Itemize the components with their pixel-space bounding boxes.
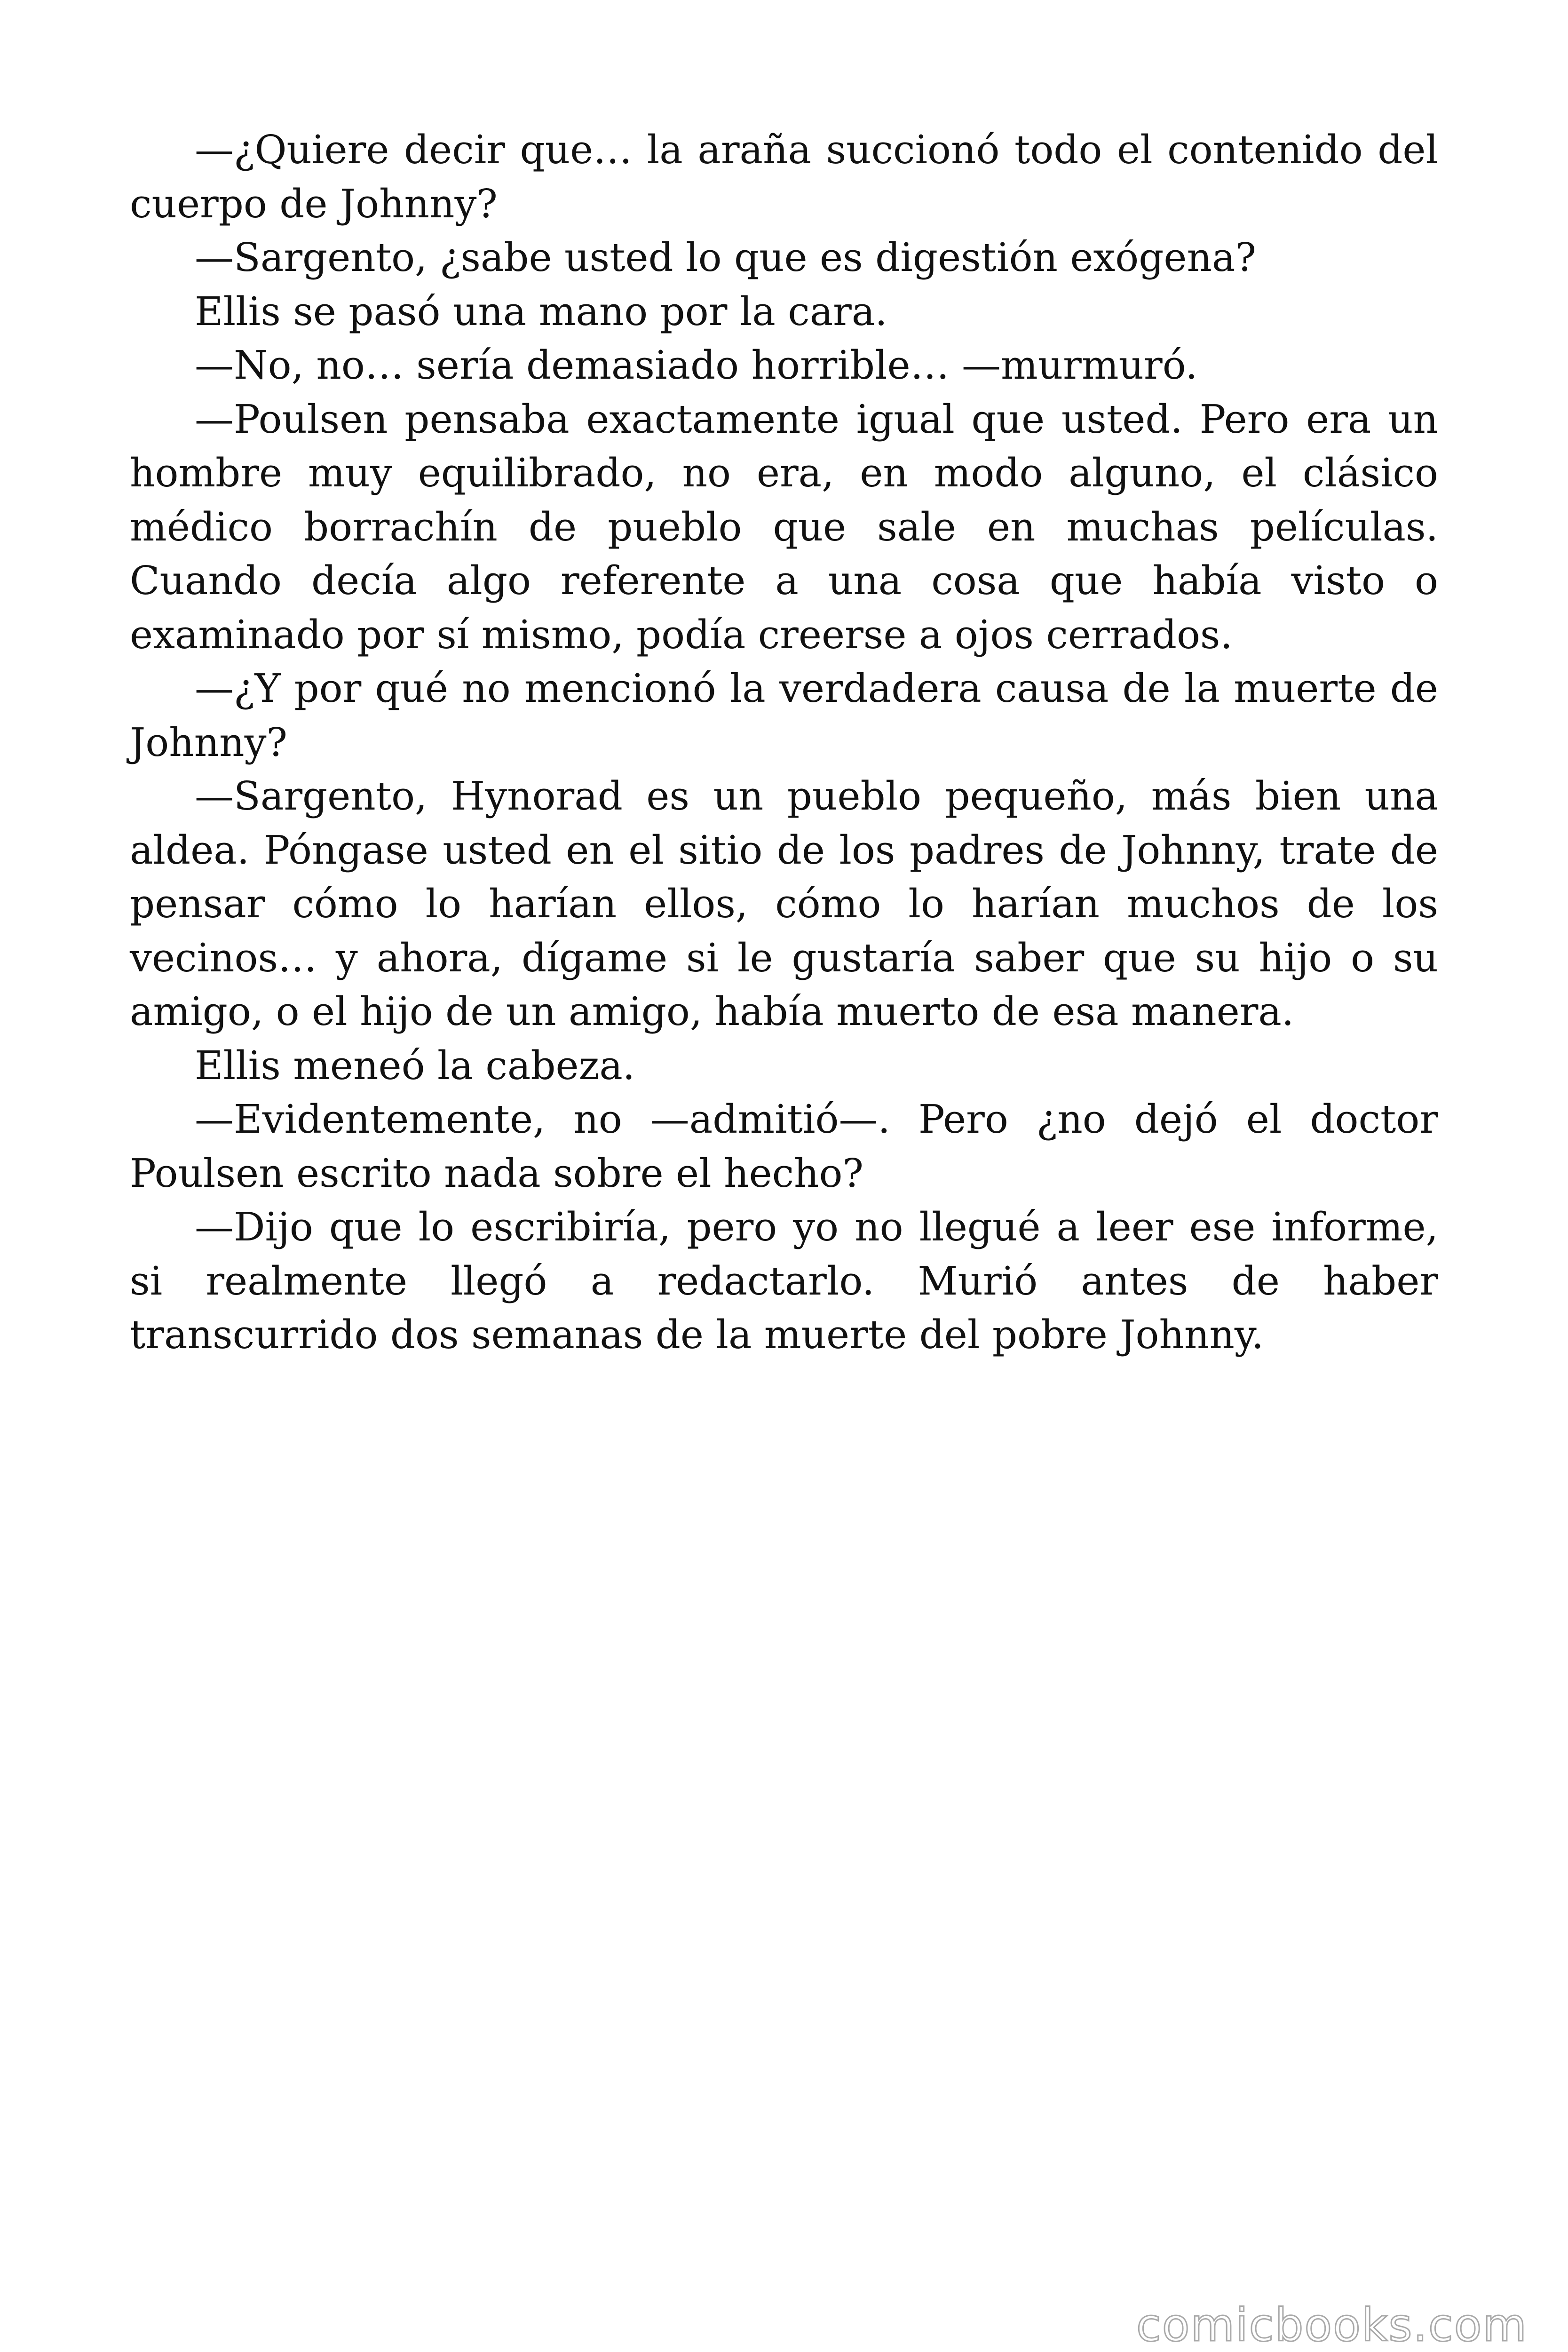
paragraph: —No, no… sería demasiado horrible… —murmuró. <box>195 342 1198 388</box>
watermark: comicbooks.com <box>1136 2299 1528 2352</box>
paragraph: —Sargento, ¿sabe usted lo que es digestión exógena? <box>195 235 1256 280</box>
paragraph: Ellis se pasó una mano por la cara. <box>195 288 887 334</box>
paragraph: —¿Quiere decir que… la araña succionó todo el contenido del cuerpo de Johnny? <box>130 127 1438 227</box>
paragraph: —Sargento, Hynorad es un pueblo pequeño, más bien una aldea. Póngase usted en el sitio de los padres de Johnny, trate de pensar cómo lo harían ellos, cómo lo harían muchos de los vecinos… y ahora, dígame si le gustaría saber que su hijo o su amigo, o el hijo de un amigo, había muerto de esa manera. <box>130 773 1438 1034</box>
body-text <box>130 123 1438 1362</box>
paragraph: —Poulsen pensaba exactamente igual que usted. Pero era un hombre muy equilibrado, no era, en modo alguno, el clásico médico borrachín de pueblo que sale en muchas películas. Cuando decía algo referente a una cosa que había visto o examinado por sí mismo, podía creerse a ojos cerrados. <box>130 396 1438 658</box>
paragraph: —Evidentemente, no —admitió—. Pero ¿no dejó el doctor Poulsen escrito nada sobre el hecho? <box>130 1097 1438 1196</box>
paragraph: —¿Y por qué no mencionó la verdadera causa de la muerte de Johnny? <box>130 666 1438 765</box>
paragraph: Ellis meneó la cabeza. <box>195 1042 635 1089</box>
paragraph: —Dijo que lo escribiría, pero yo no llegué a leer ese informe, si realmente llegó a redactarlo. Murió antes de haber transcurrido dos semanas de la muerte del pobre Johnny. <box>130 1204 1438 1358</box>
